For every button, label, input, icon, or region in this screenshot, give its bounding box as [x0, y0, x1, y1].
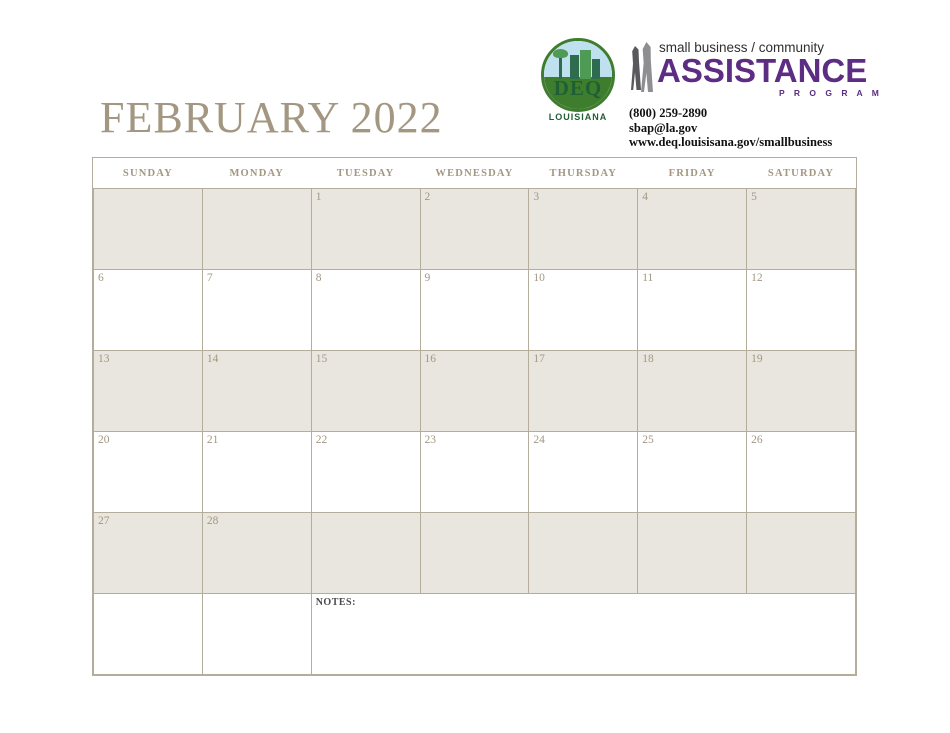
calendar-day-cell[interactable]: [529, 351, 638, 432]
calendar-week-row: [94, 432, 856, 513]
logo-block: [537, 38, 883, 150]
notes-label: NOTES:: [315, 597, 356, 608]
assistance-program-logo: [629, 40, 883, 112]
calendar-day-cell[interactable]: [747, 189, 856, 270]
day-number: 22: [315, 434, 328, 446]
day-number: 23: [424, 434, 437, 446]
contact-website: www.deq.louisisana.gov/smallbusiness: [629, 135, 833, 149]
day-number: 21: [206, 434, 219, 446]
calendar-day-cell[interactable]: [420, 270, 529, 351]
seal-building-icon: [580, 50, 591, 79]
calendar-day-cell[interactable]: [529, 270, 638, 351]
calendar-day-cell[interactable]: [638, 351, 747, 432]
calendar-day-cell[interactable]: [311, 513, 420, 594]
day-number: 28: [206, 515, 219, 527]
calendar-day-cell[interactable]: [529, 189, 638, 270]
deq-seal-icon: [537, 38, 623, 128]
day-number: 16: [424, 353, 437, 365]
day-number: 17: [533, 353, 545, 365]
notes-row: [94, 594, 856, 675]
calendar-day-cell[interactable]: [311, 270, 420, 351]
calendar-day-cell[interactable]: [202, 513, 311, 594]
day-number: 15: [315, 353, 328, 365]
calendar-grid: [92, 157, 857, 676]
weekday-header-friday: FRIDAY: [638, 158, 747, 189]
notes-area[interactable]: [311, 594, 855, 675]
calendar-day-cell[interactable]: [638, 189, 747, 270]
calendar-week-row: [94, 513, 856, 594]
calendar-day-cell[interactable]: [747, 432, 856, 513]
calendar-day-cell[interactable]: [747, 270, 856, 351]
seal-org-label: DEQ: [553, 76, 603, 100]
notes-spacer-cell: [202, 594, 311, 675]
calendar-day-cell[interactable]: [420, 189, 529, 270]
day-number: 19: [751, 353, 763, 365]
calendar-day-cell[interactable]: [311, 351, 420, 432]
calendar-day-cell[interactable]: [94, 513, 203, 594]
people-figures-icon: [629, 42, 655, 92]
page-title: FEBRUARY 2022: [100, 93, 443, 142]
day-number: 9: [424, 272, 431, 284]
calendar-day-cell[interactable]: [202, 270, 311, 351]
calendar-day-cell[interactable]: [638, 270, 747, 351]
calendar-day-cell[interactable]: [94, 189, 203, 270]
day-number: 27: [98, 515, 110, 527]
seal-state-label: LOUISIANA: [548, 112, 608, 122]
weekday-header-sunday: SUNDAY: [94, 158, 203, 189]
day-number: 10: [533, 272, 545, 284]
day-number: 6: [98, 272, 104, 284]
contact-email: sbap@la.gov: [629, 120, 698, 135]
page-header: [0, 0, 950, 155]
day-number: 24: [533, 434, 545, 446]
day-number: 8: [315, 272, 322, 284]
weekday-header-tuesday: TUESDAY: [311, 158, 420, 189]
calendar-day-cell[interactable]: [638, 513, 747, 594]
calendar-day-cell[interactable]: [747, 513, 856, 594]
calendar-day-cell[interactable]: [420, 513, 529, 594]
calendar-day-cell[interactable]: [529, 432, 638, 513]
day-number: 14: [206, 353, 219, 365]
calendar-day-cell[interactable]: [202, 189, 311, 270]
day-number: 3: [533, 191, 540, 203]
calendar-day-cell[interactable]: [420, 351, 529, 432]
day-number: 2: [424, 191, 431, 203]
day-number: 25: [642, 434, 654, 446]
weekday-header-saturday: SATURDAY: [747, 158, 856, 189]
calendar-week-row: [94, 351, 856, 432]
weekday-header-monday: MONDAY: [202, 158, 311, 189]
day-number: 1: [315, 191, 322, 203]
calendar-day-cell[interactable]: [311, 432, 420, 513]
notes-spacer-cell: [94, 594, 203, 675]
day-number: 20: [98, 434, 110, 446]
calendar-day-cell[interactable]: [94, 270, 203, 351]
day-number: 13: [98, 353, 110, 365]
calendar-day-cell[interactable]: [311, 189, 420, 270]
person-figure-icon: [641, 42, 653, 92]
weekday-header-wednesday: WEDNESDAY: [420, 158, 529, 189]
day-number: 11: [642, 272, 654, 284]
day-number: 7: [206, 272, 213, 284]
person-figure-icon: [631, 46, 641, 90]
calendar-day-cell[interactable]: [638, 432, 747, 513]
logo-subtitle: P R O G R A M: [779, 88, 883, 98]
logo-tagline: small business / community: [659, 40, 825, 55]
logo-name: ASSISTANCE: [657, 52, 868, 89]
calendar-day-cell[interactable]: [529, 513, 638, 594]
calendar-week-row: [94, 270, 856, 351]
day-number: 5: [751, 191, 757, 203]
day-number: 26: [751, 434, 763, 446]
calendar-day-cell[interactable]: [94, 351, 203, 432]
calendar-day-cell[interactable]: [747, 351, 856, 432]
day-number: 4: [642, 191, 648, 203]
seal-palm-fronds-icon: [553, 49, 568, 58]
contact-info: [629, 106, 832, 150]
calendar-day-cell[interactable]: [94, 432, 203, 513]
calendar-day-cell[interactable]: [202, 351, 311, 432]
day-number: 18: [642, 353, 654, 365]
calendar-day-cell[interactable]: [420, 432, 529, 513]
calendar-day-cell[interactable]: [202, 432, 311, 513]
weekday-header-thursday: THURSDAY: [529, 158, 638, 189]
day-number: 12: [751, 272, 763, 284]
weekday-header-row: [94, 158, 856, 189]
calendar-week-row: [94, 189, 856, 270]
contact-phone: (800) 259-2890: [629, 106, 708, 120]
